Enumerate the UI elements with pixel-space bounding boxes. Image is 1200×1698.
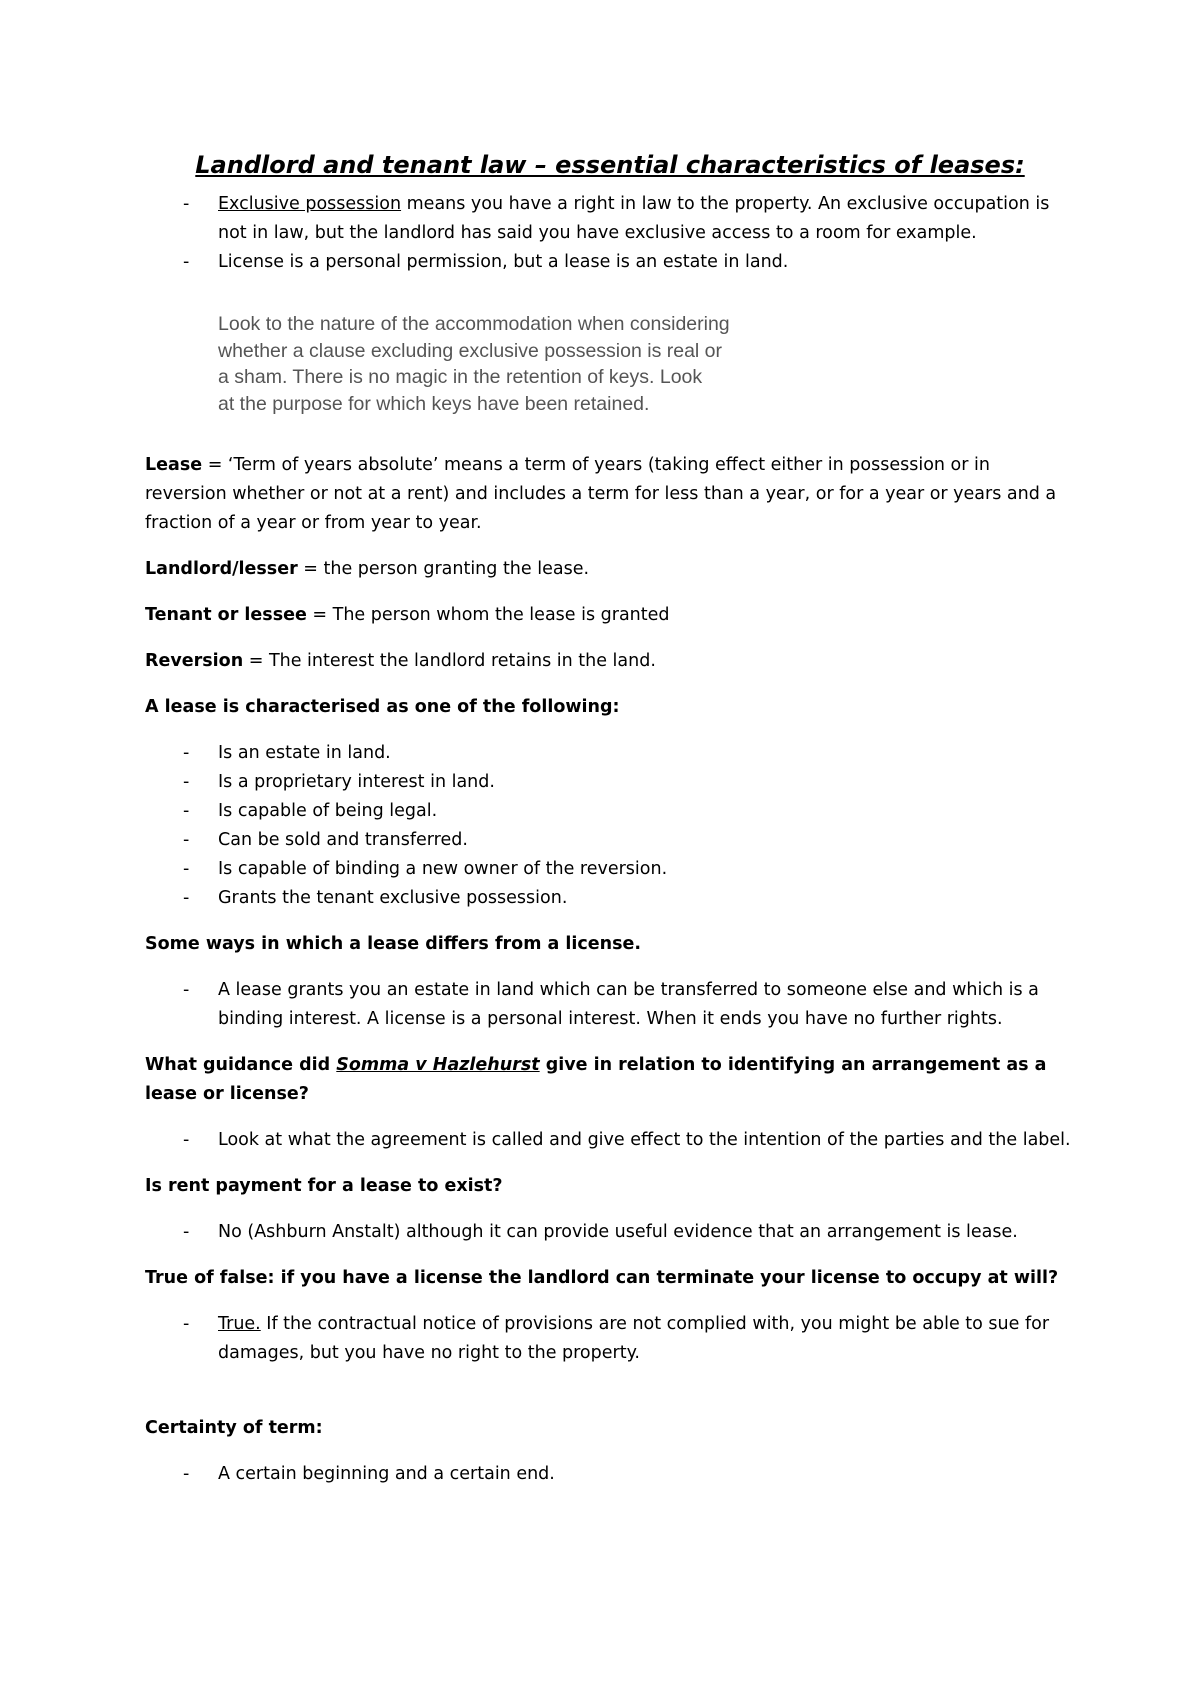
tenant-definition [145,601,1075,630]
list-item-text: Is capable of binding a new owner of the reversion. [218,859,668,879]
definition-text: = ‘Term of years absolute’ means a term of years (taking effect either in possession or in reversion whether or not at a rent) and includes a term for less than a year, or for a year or years and a fraction of a year or from year to year. [145,455,1057,533]
list-item [145,1310,1075,1368]
list-item-text: No (Ashburn Anstalt) although it can provide useful evidence that an arrangement is lease. [218,1222,1018,1242]
list-item [145,797,1075,826]
true-false-heading: True of false: if you have a license the landlord can terminate your license to occupy at will? [145,1268,1059,1288]
characterised-heading: A lease is characterised as one of the following: [145,697,620,717]
landlord-definition [145,555,1075,584]
dash-bullet: - [183,830,190,850]
dash-bullet: - [183,888,190,908]
document-body [145,150,1075,1489]
dash-bullet: - [183,801,190,821]
quote-line: Look to the nature of the accommodation when considering [218,313,730,335]
list-item [145,976,1075,1034]
dash-bullet: - [183,1130,190,1150]
quote-line: a sham. There is no magic in the retention of keys. Look [218,366,703,388]
true-false-list [145,1310,1075,1368]
spacer [145,1368,1075,1414]
list-item [145,1218,1075,1247]
dash-bullet: - [183,743,190,763]
intro-list [145,190,1075,277]
rent-heading: Is rent payment for a lease to exist? [145,1176,503,1196]
dash-bullet: - [183,252,190,272]
list-item [145,1126,1075,1155]
list-item [145,884,1075,913]
lease-definition [145,451,1075,538]
list-item-text: Look at what the agreement is called and give effect to the intention of the parties and the label. [218,1130,1071,1150]
differs-heading: Some ways in which a lease differs from a license. [145,934,642,954]
list-item [145,248,1075,277]
list-item [145,190,1075,248]
dash-bullet: - [183,1222,190,1242]
definition-term: Lease [145,455,203,475]
reversion-definition [145,647,1075,676]
characterised-list [145,739,1075,913]
dash-bullet: - [183,772,190,792]
case-name: Somma v Hazlehurst [336,1055,540,1075]
list-item-text: A certain beginning and a certain end. [218,1464,555,1484]
document-title: Landlord and tenant law – essential characteristics of leases: [195,151,1025,179]
list-item-text: If the contractual notice of provisions are not complied with, you might be able to sue for damages, but you have no right to the property. [218,1314,1050,1363]
quote-line: whether a clause excluding exclusive possession is real or [218,339,723,362]
heading-text: What guidance did [145,1055,337,1075]
certainty-list [145,1460,1075,1489]
list-item [145,826,1075,855]
definition-term: Landlord/lesser [145,559,298,579]
definition-text: = the person granting the lease. [297,559,590,579]
quote-line: at the purpose for which keys have been retained. [218,392,650,415]
definition-term: Reversion [145,651,244,671]
list-item-text: Is capable of being legal. [218,801,438,821]
list-item-text: Can be sold and transferred. [218,830,468,850]
quoted-excerpt [218,311,778,417]
guidance-list [145,1126,1075,1155]
definition-term: Tenant or lessee [145,605,307,625]
list-item [145,1460,1075,1489]
definition-text: = The interest the landlord retains in the land. [243,651,656,671]
answer-text: True. [218,1314,261,1334]
list-item-text: License is a personal permission, but a lease is an estate in land. [218,252,789,272]
dash-bullet: - [183,194,190,214]
list-item [145,768,1075,797]
list-item-text: means you have a right in law to the property. An exclusive occupation is not in law, but the landlord has said you have exclusive access to a room for example. [218,194,1050,243]
guidance-heading [145,1051,1075,1109]
list-item-text: Grants the tenant exclusive possession. [218,888,568,908]
dash-bullet: - [183,1314,190,1334]
certainty-heading: Certainty of term: [145,1418,323,1438]
definition-text: = The person whom the lease is granted [306,605,670,625]
list-item-text: Is an estate in land. [218,743,391,763]
rent-list [145,1218,1075,1247]
heading-text: give in relation to identifying an arrangement as a lease or license? [145,1055,1047,1104]
list-item-text: A lease grants you an estate in land which can be transferred to someone else and which is a binding interest. A license is a personal interest. When it ends you have no further rights. [218,980,1039,1029]
dash-bullet: - [183,859,190,879]
dash-bullet: - [183,1464,190,1484]
list-item [145,855,1075,884]
list-item-text: Is a proprietary interest in land. [218,772,495,792]
differs-list [145,976,1075,1034]
dash-bullet: - [183,980,190,1000]
exclusive-possession-term: Exclusive possession [218,194,402,214]
list-item [145,739,1075,768]
